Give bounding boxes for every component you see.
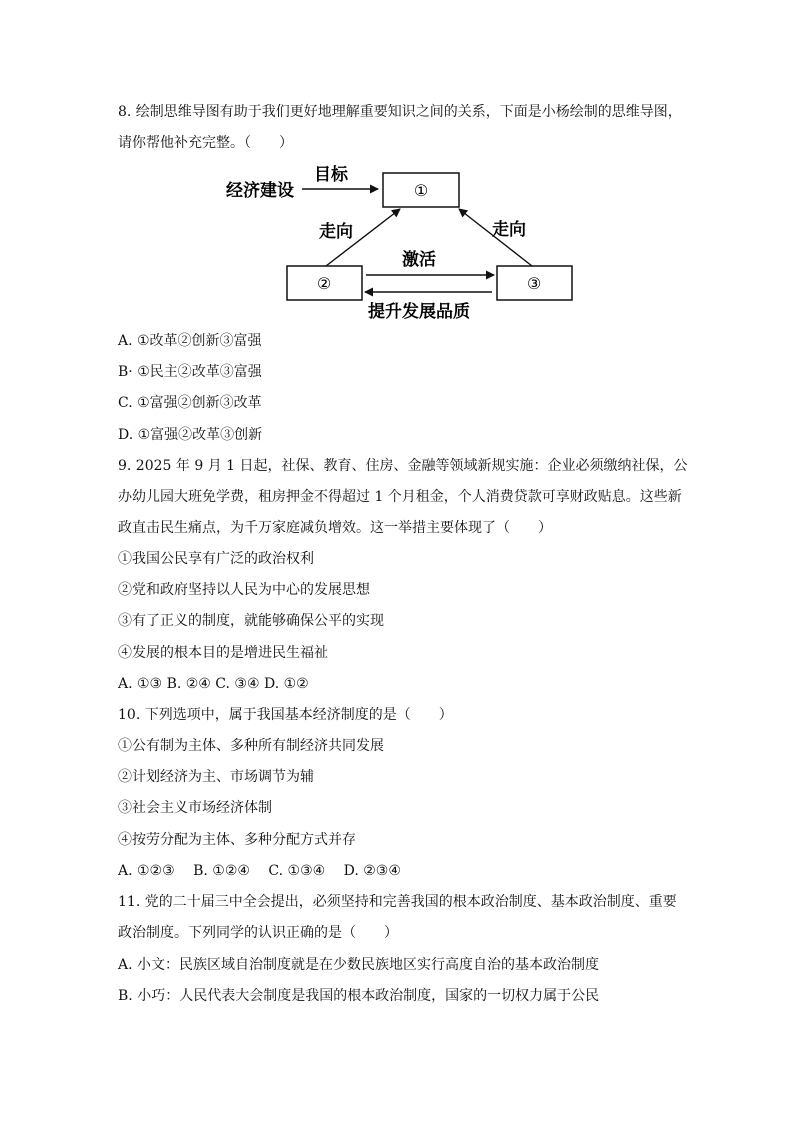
q8-option-d: D. ①富强②改革③创新 xyxy=(118,427,263,443)
q8-stem-line-1: 8. 绘制思维导图有助于我们更好地理解重要知识之间的关系，下面是小杨绘制的思维导图， xyxy=(118,104,682,120)
q9-item-2: ②党和政府坚持以人民为中心的发展思想 xyxy=(118,582,370,598)
label-towards-left: 走向 xyxy=(319,222,353,242)
label-goal: 目标 xyxy=(314,165,348,185)
q8-option-b: B· ①民主②改革③富强 xyxy=(118,364,262,380)
label-economic-construction: 经济建设 xyxy=(226,181,294,201)
q8-stem-line-2: 请你帮他补充完整。（ ） xyxy=(118,135,293,151)
q11-option-b: B. 小巧：人民代表大会制度是我国的根本政治制度，国家的一切权力属于公民 xyxy=(118,988,600,1004)
q10-item-3: ③社会主义市场经济体制 xyxy=(118,800,272,816)
box-3-label: ③ xyxy=(526,274,542,293)
q8-option-c: C. ①富强②创新③改革 xyxy=(118,395,262,411)
q11-stem-line-2: 政治制度。下列同学的认识正确的是（ ） xyxy=(118,925,398,941)
label-towards-right: 走向 xyxy=(492,220,526,240)
q10-item-4: ④按劳分配为主体、多种分配方式并存 xyxy=(118,832,356,848)
q11-option-a: A. 小文：民族区域自治制度就是在少数民族地区实行高度自治的基本政治制度 xyxy=(118,957,600,973)
label-improve-quality: 提升发展品质 xyxy=(368,302,470,322)
q9-stem-line-1: 9. 2025 年 9 月 1 日起，社保、教育、住房、金融等领域新规实施：企业必须缴纳社保，公 xyxy=(118,458,688,474)
q9-item-4: ④发展的根本目的是增进民生福祉 xyxy=(118,645,328,661)
box-1-label: ① xyxy=(413,181,429,200)
q10-stem: 10. 下列选项中，属于我国基本经济制度的是（ ） xyxy=(118,707,453,723)
q10-item-2: ②计划经济为主、市场调节为辅 xyxy=(118,769,314,785)
q11-stem-line-1: 11. 党的二十届三中全会提出，必须坚持和完善我国的根本政治制度、基本政治制度、重要 xyxy=(118,894,677,910)
q9-options: A. ①③ B. ②④ C. ③④ D. ①② xyxy=(118,676,309,692)
q9-item-3: ③有了正义的制度，就能够确保公平的实现 xyxy=(118,613,384,629)
q9-item-1: ①我国公民享有广泛的政治权利 xyxy=(118,551,314,567)
q9-stem-line-2: 办幼儿园大班免学费，租房押金不得超过 1 个月租金，个人消费贷款可享财政贴息。这些新 xyxy=(118,489,682,505)
q8-mind-map-diagram xyxy=(220,158,590,328)
label-activate: 激活 xyxy=(402,250,436,270)
q10-item-1: ①公有制为主体、多种所有制经济共同发展 xyxy=(118,738,384,754)
q10-options: A. ①②③ B. ①②④ C. ①③④ D. ②③④ xyxy=(118,863,401,879)
box-2-label: ② xyxy=(316,274,332,293)
q8-option-a: A. ①改革②创新③富强 xyxy=(118,333,262,349)
q9-stem-line-3: 政直击民生痛点，为千万家庭减负增效。这一举措主要体现了（ ） xyxy=(118,520,552,536)
